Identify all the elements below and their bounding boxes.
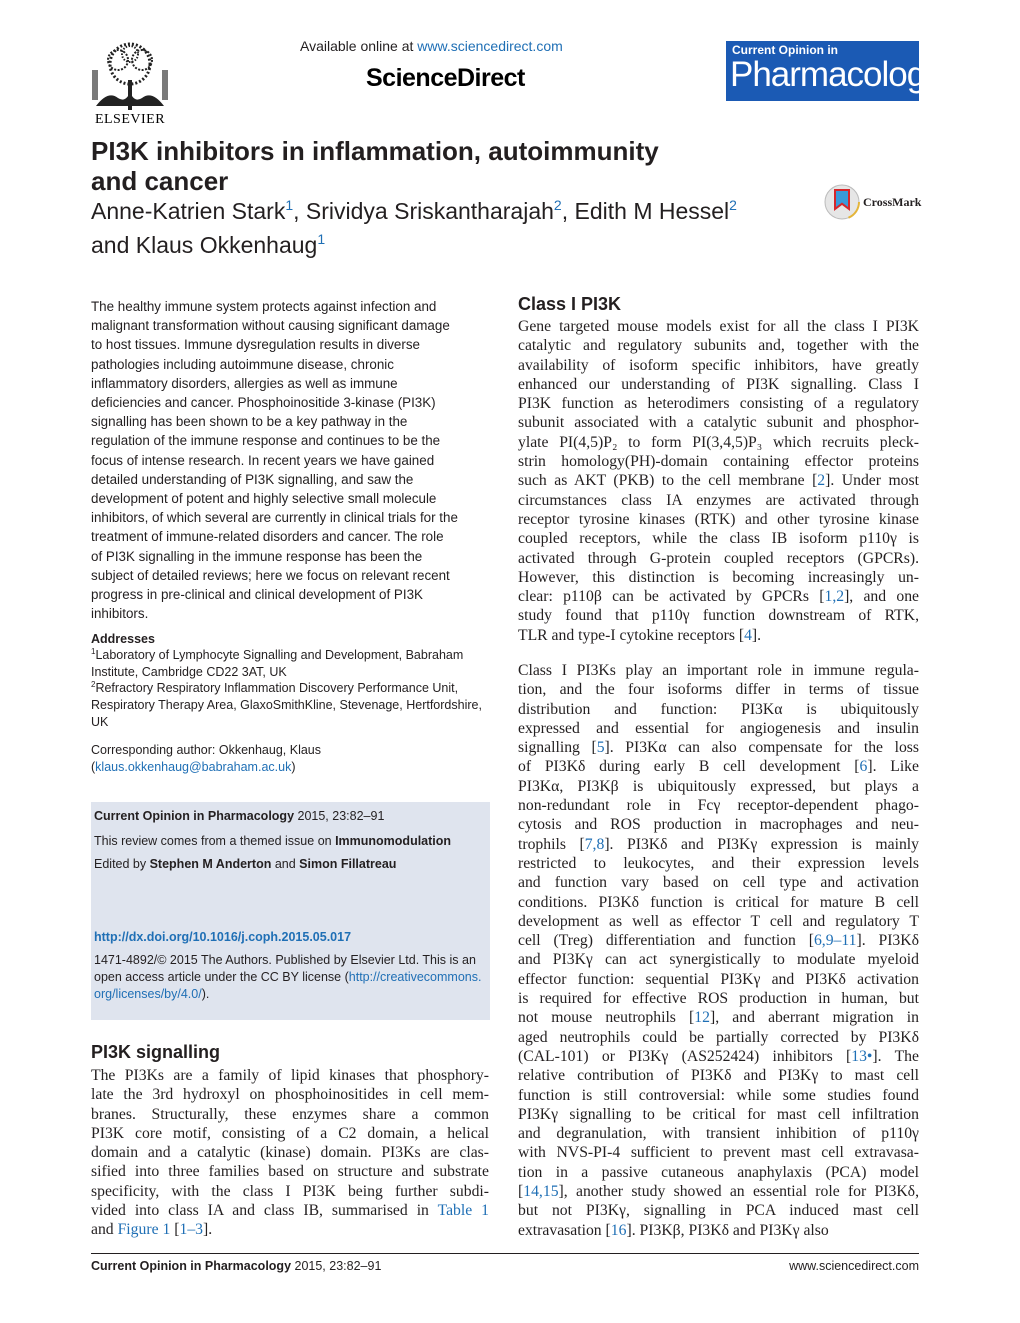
reference-link[interactable]: 7,8 — [584, 835, 605, 853]
text-segment: specificity, with the class I PI3K being further subdi- — [91, 1182, 489, 1200]
text-line — [518, 680, 919, 699]
license-link[interactable]: http://creativecommons. — [348, 970, 482, 984]
text-segment: with NVS-PI-4 sufficient to prevent mast cell extravasa- — [518, 1144, 919, 1162]
text-line — [518, 854, 919, 873]
text-segment: Gene targeted mouse models exist for all the class I PI3K — [518, 318, 919, 335]
author-line — [91, 228, 811, 262]
affiliation-marker[interactable]: 1 — [317, 231, 326, 247]
editors-line — [94, 856, 486, 872]
text-line — [91, 1182, 489, 1201]
reference-link[interactable]: 2 — [817, 472, 826, 490]
elsevier-wordmark: ELSEVIER — [94, 112, 166, 127]
address-line: Respiratory Therapy Area, GlaxoSmithKline, Stevenage, Hertfordshire, — [91, 698, 482, 712]
text-line — [518, 452, 919, 471]
address-line — [91, 680, 491, 697]
text-segment: cytosis and ROS production in macrophages and neu- — [518, 816, 919, 834]
crossmark-badge[interactable] — [823, 183, 923, 223]
abstract-line: malignant transformation without causing significant damage — [91, 318, 450, 334]
text-line — [518, 1008, 919, 1027]
sciencedirect-link[interactable]: www.sciencedirect.com — [417, 38, 563, 54]
text-line — [91, 1162, 489, 1181]
abstract-line: treatment of immune-related disorders and cancer. The role — [91, 529, 444, 545]
license-line: 1471-4892/© 2015 The Authors. Published by Elsevier Ltd. This is an — [94, 953, 476, 967]
author-line — [91, 194, 811, 228]
author-separator: , — [561, 198, 575, 224]
text-segment: PI3Kγ signalling to be critical for mast cell infiltration — [518, 1105, 919, 1123]
text-segment: is required for effective ROS production in human, but — [518, 990, 919, 1008]
author-name: Edith M Hessel — [574, 198, 730, 224]
text-segment: TLR and type-I cytokine receptors [ — [518, 626, 745, 644]
text-segment: but not PI3Kγ, signalling in PCA induced mast cell — [518, 1202, 919, 1220]
addresses-heading: Addresses — [91, 632, 155, 646]
text-segment: coupled receptors, while the class IB isoform p110γ is — [518, 530, 919, 548]
reference-link[interactable]: 14,15 — [523, 1183, 559, 1201]
text-segment: clear: p110β can be activated by GPCRs [ — [518, 588, 825, 606]
text-segment: activated through G-protein coupled receptors (GPCRs). — [518, 549, 919, 567]
text-line — [518, 1028, 919, 1047]
footer-url[interactable]: www.sciencedirect.com — [789, 1259, 919, 1273]
text-segment: aged neutrophils could be partially corrected by PI3Kδ — [518, 1028, 919, 1046]
reference-link[interactable]: 12 — [694, 1009, 710, 1027]
text-line — [518, 1221, 919, 1240]
text-line — [518, 738, 919, 757]
text-line — [518, 433, 919, 452]
reference-link[interactable]: 5 — [596, 739, 605, 757]
reference-link[interactable]: 6,9–11 — [813, 932, 857, 950]
section-heading-class-i-pi3k: Class I PI3K — [518, 294, 622, 314]
text-segment: tion, and the four isoforms differ in terms of tissue — [518, 681, 919, 699]
reference-link[interactable]: Table 1 — [437, 1202, 489, 1220]
address-line: Institute, Cambridge CD22 3AT, UK — [91, 665, 287, 679]
text-segment: ]. Under most — [825, 472, 919, 490]
email-link[interactable]: klaus.okkenhaug@babraham.ac.uk — [95, 760, 292, 774]
reference-link[interactable]: 1–3 — [179, 1221, 203, 1239]
article-info-box — [91, 802, 490, 1020]
text-line — [518, 893, 919, 912]
text-line — [518, 931, 919, 950]
text-segment: ]. — [203, 1221, 213, 1239]
text-line — [518, 989, 919, 1008]
text-line — [518, 1066, 919, 1085]
abstract-line: subject of detailed reviews; here we focus on relevant recent — [91, 567, 450, 583]
text-line — [91, 1143, 489, 1162]
text-segment: ]. PI3Kδ — [856, 932, 919, 950]
text-segment: restricted to leukocytes, and their expression levels — [518, 854, 919, 872]
address-line: UK — [91, 715, 109, 729]
abstract — [91, 297, 483, 623]
text-segment: ]. The — [872, 1047, 919, 1065]
text-line — [518, 912, 919, 931]
text-line — [518, 587, 919, 606]
footer-rule — [91, 1253, 919, 1254]
text-segment: and function vary based on cell type and activation — [518, 874, 919, 892]
text-segment: effector function: sequential PI3Kγ and PI3Kδ activation — [518, 970, 919, 988]
abstract-line: progress in pre-clinical and clinical development of PI3K — [91, 587, 423, 603]
abstract-line: inhibitors. — [91, 606, 149, 622]
elsevier-tree-icon — [88, 40, 172, 110]
text-segment: trophils [ — [518, 835, 585, 853]
text-segment: ylate PI(4,5)P₂ to form PI(3,4,5)P₃ which recruits pleck- — [518, 433, 919, 451]
abstract-line: to host tissues. Immune dysregulation results in diverse — [91, 337, 420, 353]
edited-prefix: Edited by — [94, 857, 150, 871]
text-segment: distribution and function: PI3Kα is ubiquitously — [518, 700, 919, 718]
article-title — [91, 136, 711, 196]
license-prefix: open access article under the CC BY license ( — [94, 970, 349, 984]
crossmark-icon — [823, 183, 861, 223]
text-segment: [ — [518, 1183, 524, 1201]
reference-link[interactable]: 6 — [859, 758, 868, 776]
themed-prefix: This review comes from a themed issue on — [94, 834, 336, 848]
abstract-line: detailed understanding of PI3K signalling, and saw the — [91, 471, 414, 487]
journal-logo-top: Current Opinion in — [732, 43, 838, 57]
text-line — [91, 1124, 489, 1143]
text-segment: subunit associated with a catalytic subunit and phosphor- — [518, 414, 919, 432]
text-segment: PI3K core motif, consisting of a C2 domain, a helical — [91, 1124, 489, 1142]
license-line — [94, 986, 486, 1003]
abstract-line: inhibitors, of which several are currently in clinical trials for the — [91, 510, 458, 526]
text-segment: domain and a catalytic (kinase) domain. PI3Ks are clas- — [91, 1144, 489, 1162]
text-line — [518, 1143, 919, 1162]
text-line — [518, 1201, 919, 1220]
text-line — [91, 1201, 489, 1220]
text-segment: vided into class IA and class IB, summarised in — [91, 1202, 438, 1220]
footer-journal: Current Opinion in Pharmacology — [91, 1259, 292, 1273]
text-line — [518, 529, 919, 548]
section-body-pi3k-signalling — [91, 1066, 489, 1240]
text-segment: The PI3Ks are a family of lipid kinases that phosphory- — [91, 1067, 489, 1084]
footer-volume: 2015, 23:82–91 — [291, 1259, 382, 1273]
abstract-line: focus of intense research. In recent years we have gained — [91, 452, 435, 468]
address-text: Laboratory of Lymphocyte Signalling and Development, Babraham — [95, 648, 464, 662]
text-segment: catalytic and regulatory subunits and, together with the — [518, 337, 919, 355]
text-line — [91, 1220, 489, 1239]
text-segment: PI3Kα, PI3Kβ is ubiquitously expressed, but plays a — [518, 777, 919, 795]
text-segment: enhanced our understanding of PI3K signalling. Class I — [518, 375, 919, 393]
citation-volume: 2015, 23:82–91 — [294, 809, 385, 823]
abstract-line: inflammatory disorders, allergies as well as immune — [91, 375, 398, 391]
text-segment: ]. — [751, 626, 762, 644]
text-segment: function is still controversial: while some studies found — [518, 1086, 919, 1104]
address-number: 2 — [91, 680, 96, 689]
text-line — [518, 375, 919, 394]
journal-logo-main: Pharmacology — [730, 55, 942, 94]
reference-link[interactable]: 13• — [851, 1047, 873, 1065]
editor-name: Simon Fillatreau — [299, 857, 397, 871]
text-segment: ], another study showed an essential role for PI3Kδ, — [558, 1183, 919, 1201]
text-segment: study found that p110γ function downstream of RTK, — [518, 607, 919, 625]
text-line — [91, 1085, 489, 1104]
abstract-line: The healthy immune system protects against infection and — [91, 299, 437, 314]
text-line — [518, 336, 919, 355]
abstract-line: of PI3K signalling in the immune response has been the — [91, 548, 423, 564]
abstract-line: regulation of the immune response and continues to be the — [91, 433, 441, 449]
text-line — [518, 413, 919, 432]
author-name: Anne-Katrien Stark — [91, 198, 286, 224]
available-prefix: Available online at — [300, 38, 414, 54]
citation-journal: Current Opinion in Pharmacology — [94, 809, 295, 823]
themed-topic: Immunomodulation — [335, 834, 452, 848]
reference-link[interactable]: 1,2 — [824, 588, 845, 606]
text-segment: ]. PI3Kβ, PI3Kδ and PI3Kγ also — [626, 1221, 829, 1239]
license-line — [94, 969, 486, 986]
text-segment: of PI3Kδ during early B cell development [ — [518, 758, 860, 776]
text-segment: (CAL-101) or PI3Kγ (AS252424) inhibitors [ — [518, 1047, 852, 1065]
text-segment: However, this distinction is becoming increasingly un- — [518, 568, 919, 586]
text-line — [518, 1047, 919, 1066]
text-segment: ], and aberrant migration in — [709, 1009, 919, 1027]
text-segment: expressed and essential for angiogenesis and insulin — [518, 719, 919, 737]
text-line — [518, 970, 919, 989]
text-line — [518, 796, 919, 815]
author-name: and Klaus Okkenhaug — [91, 232, 318, 258]
author-name: Srividya Sriskantharajah — [305, 198, 554, 224]
text-segment: strin homology(PH)-domain containing effector proteins — [518, 453, 919, 471]
sciencedirect-wordmark: ScienceDirect — [366, 64, 525, 92]
text-line — [518, 777, 919, 796]
editor-name: Stephen M Anderton — [149, 857, 272, 871]
text-line — [518, 757, 919, 776]
text-segment: ], and one — [844, 588, 920, 606]
author-separator: , — [293, 198, 306, 224]
text-segment: relative contribution of PI3Kδ and PI3Kγ to mast cell — [518, 1067, 919, 1085]
text-segment: Class I PI3Ks play an important role in immune regula- — [518, 662, 919, 679]
corresponding-author — [91, 742, 491, 776]
text-line — [518, 568, 919, 587]
text-line — [518, 719, 919, 738]
text-line — [518, 1124, 919, 1143]
text-line — [518, 606, 919, 625]
text-line — [91, 1066, 489, 1085]
text-segment: signalling [ — [518, 739, 597, 757]
abstract-line: pathologies including autoimmune disease, chronic — [91, 356, 394, 372]
text-line — [518, 549, 919, 568]
text-segment: tion in a passive cutaneous anaphylaxis (PCA) model — [518, 1163, 919, 1181]
corresponding-label: Corresponding author: Okkenhaug, Klaus — [91, 743, 322, 757]
doi-link[interactable]: http://dx.doi.org/10.1016/j.coph.2015.05.017 — [94, 930, 352, 944]
text-line — [518, 815, 919, 834]
text-segment: non-redundant role in Fcγ receptor-dependent phago- — [518, 797, 919, 815]
abstract-line: development of potent and highly selective small molecule — [91, 491, 437, 507]
text-line — [518, 1086, 919, 1105]
text-segment: sified into three families based on structure and substrate — [91, 1163, 489, 1181]
license-end: ). — [201, 987, 210, 1001]
text-segment: ]. Like — [867, 758, 919, 776]
text-line — [518, 394, 919, 413]
text-segment: PI3K function as heterodimers consisting of a regulatory — [518, 395, 919, 413]
corresponding-email-line: (klaus.okkenhaug@babraham.ac.uk) — [91, 760, 296, 774]
themed-issue-line — [94, 833, 486, 849]
text-segment: branes. Structurally, these enzymes share a common — [91, 1105, 489, 1123]
text-segment: and — [91, 1221, 118, 1239]
title-line: and cancer — [91, 166, 229, 196]
citation-line — [94, 808, 486, 824]
text-line — [518, 626, 919, 645]
text-segment: receptor tyrosine kinases (RTK) and other tyrosine kinase — [518, 510, 919, 528]
text-line — [518, 317, 919, 336]
reference-link[interactable]: 16 — [610, 1221, 627, 1239]
license-link[interactable]: org/licenses/by/4.0/ — [94, 987, 202, 1001]
license-text — [94, 952, 486, 1003]
text-segment: and degranulation, with transient inhibition of p110γ — [518, 1125, 919, 1143]
text-segment: availability of isoform specific inhibitors, have greatly — [518, 356, 919, 374]
address-item — [91, 680, 491, 731]
text-segment: conditions. PI3Kδ function is critical for mature B cell — [518, 893, 919, 911]
section-heading-pi3k-signalling: PI3K signalling — [91, 1042, 221, 1062]
text-line — [91, 1105, 489, 1124]
text-line — [518, 950, 919, 969]
text-segment: [ — [170, 1221, 180, 1239]
text-segment: circumstances class IA enzymes are activated through — [518, 491, 919, 509]
text-line — [518, 873, 919, 892]
section-body-class-i-para1 — [518, 317, 919, 645]
reference-link[interactable]: Figure 1 — [117, 1221, 171, 1239]
affiliation-marker[interactable]: 2 — [729, 197, 737, 213]
crossmark-label: CrossMark — [863, 195, 922, 209]
reference-link[interactable]: 4 — [744, 626, 752, 644]
text-segment: not mouse neutrophils [ — [518, 1009, 695, 1027]
address-item — [91, 647, 491, 681]
text-line — [518, 700, 919, 719]
text-line — [518, 1105, 919, 1124]
section-body-class-i-para2 — [518, 661, 919, 1240]
footer-citation — [91, 1259, 381, 1273]
editor-and: and — [271, 857, 300, 871]
text-segment: extravasation [ — [518, 1221, 611, 1239]
text-segment: ]. PI3Kδ and PI3Kγ expression is mainly — [604, 835, 919, 853]
journal-logo — [726, 41, 942, 101]
text-segment: such as AKT (PKB) to the cell membrane [ — [518, 472, 818, 490]
text-line — [518, 510, 919, 529]
text-line — [518, 661, 919, 680]
text-line — [518, 835, 919, 854]
text-line — [518, 491, 919, 510]
text-line — [518, 471, 919, 490]
abstract-line: deficiencies and cancer. Phosphoinositide 3-kinase (PI3K) — [91, 395, 436, 411]
affiliation-marker[interactable]: 1 — [285, 197, 294, 213]
text-segment: and PI3Kγ can act synergistically to modulate myeloid — [518, 951, 919, 969]
abstract-line: signalling has been shown to be a key pathway in the — [91, 414, 408, 430]
text-segment: development as well as effector T cell and regulatory T — [518, 912, 919, 930]
title-line: PI3K inhibitors in inflammation, autoimmunity — [91, 136, 659, 166]
text-line — [518, 356, 919, 375]
elsevier-logo — [88, 40, 172, 128]
text-segment: late the 3rd hydroxyl on phosphoinositides in cell mem- — [91, 1086, 489, 1104]
text-line — [518, 1182, 919, 1201]
available-online-line — [300, 38, 563, 54]
affiliation-marker[interactable]: 2 — [553, 197, 562, 213]
text-segment: cell (Treg) differentiation and function [ — [518, 932, 814, 950]
text-line — [518, 1163, 919, 1182]
author-list — [91, 194, 811, 262]
address-line — [91, 647, 491, 664]
text-segment: ]. PI3Kα can also compensate for the loss — [604, 739, 919, 757]
address-text: Refractory Respiratory Inflammation Discovery Performance Unit, — [95, 681, 459, 695]
address-number: 1 — [91, 647, 96, 656]
